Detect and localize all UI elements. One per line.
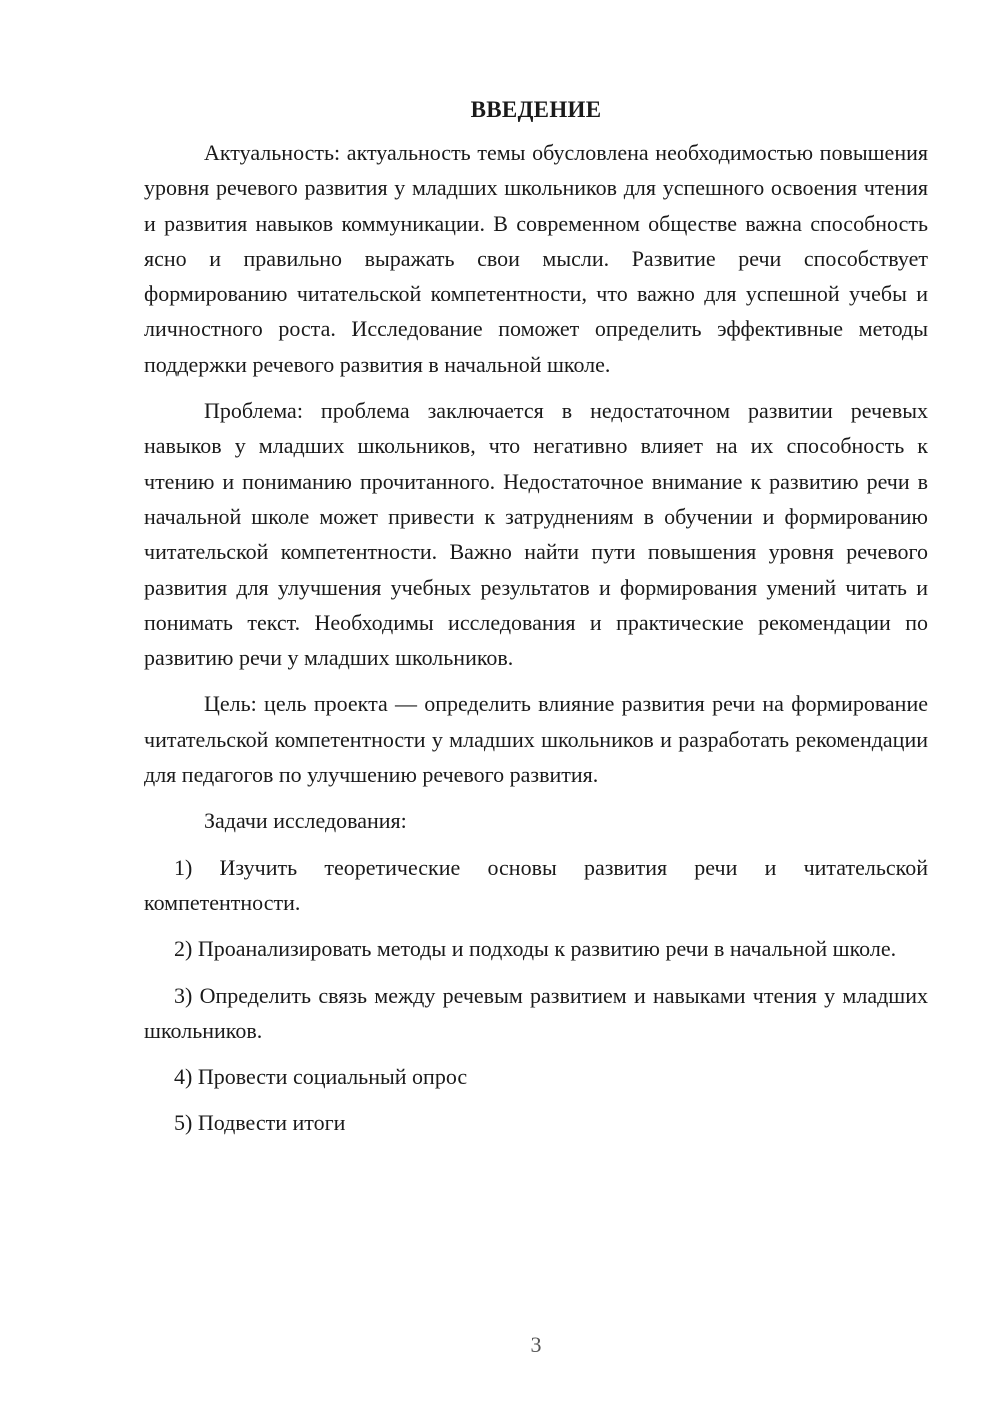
task-item: 5) Подвести итоги (174, 1110, 346, 1136)
paragraph-relevance: Актуальность: актуальность темы обусловлена необходимостью повышения уровня речевого развития у младших школьников для успешного освоения чтения и развития навыков коммуникации. В современном обществе важна способность ясно и правильно выражать свои мысли. Развитие речи способствует формированию читательской компетентности, что важно для успешной учебы и личностного роста. Исследование поможет определить эффективные методы поддержки речевого развития в начальной школе. (144, 140, 928, 377)
page-number: 3 (530, 1332, 542, 1357)
tasks-heading: Задачи исследования: (204, 808, 407, 834)
task-item: 1) Изучить теоретические основы развития речи и читательской компетентности. (144, 854, 928, 915)
task-item: 2) Проанализировать методы и подходы к развитию речи в начальной школе. (174, 936, 897, 962)
task-item: 3) Определить связь между речевым развитием и навыками чтения у младших школьников. (144, 982, 928, 1043)
task-item: 4) Провести социальный опрос (174, 1064, 468, 1090)
paragraph-goal: Цель: цель проекта — определить влияние развития речи на формирование читательской компетентности у младших школьников и разработать рекомендации для педагогов по улучшению речевого развития. (144, 691, 928, 788)
document-page (144, 92, 928, 1152)
tasks-list (144, 850, 928, 1141)
paragraph-problem: Проблема: проблема заключается в недостаточном развитии речевых навыков у младших школьников, что негативно влияет на их способность к чтению и пониманию прочитанного. Недостаточное внимание к развитию речи в начальной школе может привести к затруднениям в обучении и формированию читательской компетентности. Важно найти пути повышения уровня речевого развития для улучшения учебных результатов и формирования умений читать и понимать текст. Необходимы исследования и практические рекомендации по развитию речи у младших школьников. (144, 398, 928, 671)
section-title: ВВЕДЕНИЕ (470, 97, 602, 122)
